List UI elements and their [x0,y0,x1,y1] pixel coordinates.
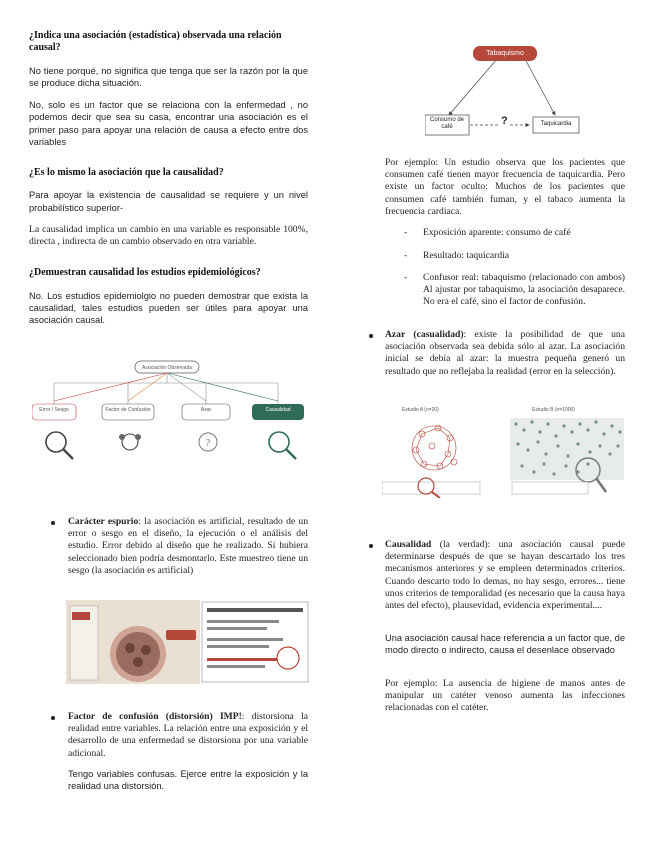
svg-text:Estudio A (n=20): Estudio A (n=20) [402,407,439,413]
paragraph-ejemplo: Por ejemplo: La ausencia de higiene de manos antes de manipular un catéter venoso aumenta las infecciones relacionadas con el catéter. [385,678,625,714]
paragraph: Tengo variables confusas. Ejerce entre la exposición y la realidad una distorsión. [68,769,308,792]
svg-text:Factor de Confusión: Factor de Confusión [105,407,151,413]
dash: - [404,227,408,238]
bullet-title: Factor de confusión (distorsión) IMP! [68,711,242,722]
paragraph-ejemplo: Por ejemplo: Un estudio observa que los pacientes que consumen café tienen mayor frecuencia de taquicardia. Pero existe un factor oculto: Muchos de los pacientes que consumen café también fuman, y el tabaco aumenta la frecuencia cardiaca. [385,157,625,217]
node-tabaquismo: Tabaquismo [473,46,537,61]
paragraph: Para apoyar la existencia de causalidad se requiere y un nivel probabilístico superior- [29,190,308,213]
left-column [29,30,308,326]
bullet-dot [51,521,55,525]
node-cafe: Consumo de café [429,117,465,130]
bullet-dot [369,334,373,338]
bullet-text: : la asociación es artificial, resultado de un error o sesgo en el diseño, la ejecución o el análisis del estudio. Error debido al diseño que he realizado. Si hubiera seleccionado bien podría desmontarlo. Este muestreo tiene un sesgo (la asociación es artificial) [68,516,309,576]
dash-item: Exposición aparente: consumo de café [423,227,571,238]
dash-item: Confusor real: tabaquismo (relacionado con ambos) Al ajustar por tabaquismo, la asociación desaparece. No era el café, sino el factor de confusión. [423,272,625,308]
mechanisms-diagram [32,357,307,480]
svg-text:Causalidad: Causalidad [265,407,291,413]
dash: - [404,250,408,261]
bullet-text: : existe la posibilidad de que una asociación observada sea debida sólo al azar. La asociación inicial se debía al azar: la muestra pequeña generó un resultado que no reflejaba la realidad (error en la selección). [385,329,625,377]
node-taquicardia: Taquicardia [540,121,572,127]
svg-text:Azar: Azar [200,407,212,413]
dash: - [404,272,408,283]
bullet-title: Causalidad [385,539,432,550]
bullet-text: : distorsiona la realidad entre variables. La relación entre una exposición y el desarrollo de una enfermedad se distorsiona por una variable adicional. [68,711,308,759]
paragraph: No, solo es un factor que se relaciona con la enfermedad , no podemos decir que sea su casa, encontrar una asociación es el primer paso para apoyar una relación de causa a efecto entre dos variables [29,100,308,147]
svg-text:Estudio B (n=1000): Estudio B (n=1000) [532,407,575,413]
svg-text:Asociación Observada: Asociación Observada [141,365,193,371]
bullet-title: Azar (casualidad) [385,329,464,340]
bullet-dot [369,544,373,548]
bullet-azar [385,329,625,378]
bullet-confusion [68,711,308,760]
paragraph: Una asociación causal hace referencia a un factor que, de modo directo o indirecto, causa el desenlace observado [385,633,625,656]
sample-size-illustration [382,402,627,498]
paragraph: No tiene porqué, no significa que tenga que ser la razón por la que se produce dicha situación. [29,65,308,89]
bullet-text: (la verdad): una asociación causal puede determinarse después de que se hayan descartado los tres mecanismos anteriores y se empleen determinados criterios. Cuando descarto todo lo demas, no hay sesgo, errores... tiene unos criterios de temporalidad (es necesario que la causa haya antes del efecto), plausevidad, evidencia experimental.... [385,539,625,612]
sampling-bias-illustration [66,600,310,684]
svg-text:?: ? [205,438,211,449]
bullet-espurio [68,516,308,577]
paragraph: La causalidad implica un cambio en una variable es responsable 100%, directa , indirecta de un cambio observado en otra variable. [29,223,308,248]
unknown-marker: ? [501,115,508,127]
bullet-title: Carácter espurio [68,516,139,527]
bullet-causalidad [385,539,625,612]
svg-text:Error / Sesgo: Error / Sesgo [39,407,69,413]
heading-causalidad: ¿Es lo mismo la asociación que la causalidad? [29,167,224,179]
bullet-dot [51,716,55,720]
paragraph: No. Los estudios epidemiolgio no pueden demostrar que exista la causalidad, tales estudios pueden ser útiles para apoyar una asociación causal. [29,290,308,326]
heading-asociacion: ¿Indica una asociación (estadística) observada una relación causal? [29,30,282,54]
dash-item: Resultado: taquicardia [423,250,510,261]
heading-estudios: ¿Demuestran causalidad los estudios epidemiológicos? [29,267,261,279]
